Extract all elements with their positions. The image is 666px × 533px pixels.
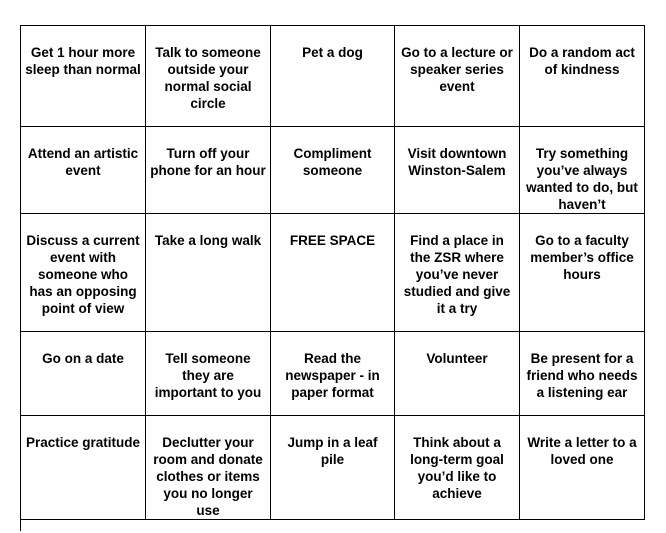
bingo-cell: Get 1 hour more sleep than normal bbox=[21, 26, 146, 127]
bingo-cell: Think about a long-term goal you’d like to achieve bbox=[395, 416, 520, 520]
bingo-cell: Read the newspaper - in paper format bbox=[271, 332, 395, 416]
bingo-row-4 bbox=[21, 332, 645, 416]
bingo-cell: Go on a date bbox=[21, 332, 146, 416]
bingo-row-5 bbox=[21, 416, 645, 520]
text-cursor-mark bbox=[20, 517, 21, 531]
bingo-cell: Go to a lecture or speaker series event bbox=[395, 26, 520, 127]
bingo-row-2 bbox=[21, 127, 645, 214]
bingo-cell: Write a letter to a loved one bbox=[520, 416, 645, 520]
bingo-cell: Go to a faculty member’s office hours bbox=[520, 214, 645, 332]
bingo-cell: Practice gratitude bbox=[21, 416, 146, 520]
bingo-row-1 bbox=[21, 26, 645, 127]
bingo-cell: Find a place in the ZSR where you’ve never studied and give it a try bbox=[395, 214, 520, 332]
bingo-card-table bbox=[20, 25, 645, 520]
bingo-cell: Volunteer bbox=[395, 332, 520, 416]
bingo-cell: Declutter your room and donate clothes or items you no longer use bbox=[146, 416, 271, 520]
bingo-cell: Jump in a leaf pile bbox=[271, 416, 395, 520]
bingo-cell: Visit downtown Winston-Salem bbox=[395, 127, 520, 214]
bingo-cell: Be present for a friend who needs a listening ear bbox=[520, 332, 645, 416]
bingo-cell: Tell someone they are important to you bbox=[146, 332, 271, 416]
bingo-row-3 bbox=[21, 214, 645, 332]
bingo-cell: Compliment someone bbox=[271, 127, 395, 214]
bingo-cell: Take a long walk bbox=[146, 214, 271, 332]
bingo-cell: Talk to someone outside your normal social circle bbox=[146, 26, 271, 127]
bingo-cell: Try something you’ve always wanted to do, but haven’t bbox=[520, 127, 645, 214]
free-space-cell: FREE SPACE bbox=[271, 214, 395, 332]
bingo-cell: Attend an artistic event bbox=[21, 127, 146, 214]
bingo-cell: Pet a dog bbox=[271, 26, 395, 127]
bingo-cell: Turn off your phone for an hour bbox=[146, 127, 271, 214]
bingo-cell: Discuss a current event with someone who has an opposing point of view bbox=[21, 214, 146, 332]
bingo-cell: Do a random act of kindness bbox=[520, 26, 645, 127]
